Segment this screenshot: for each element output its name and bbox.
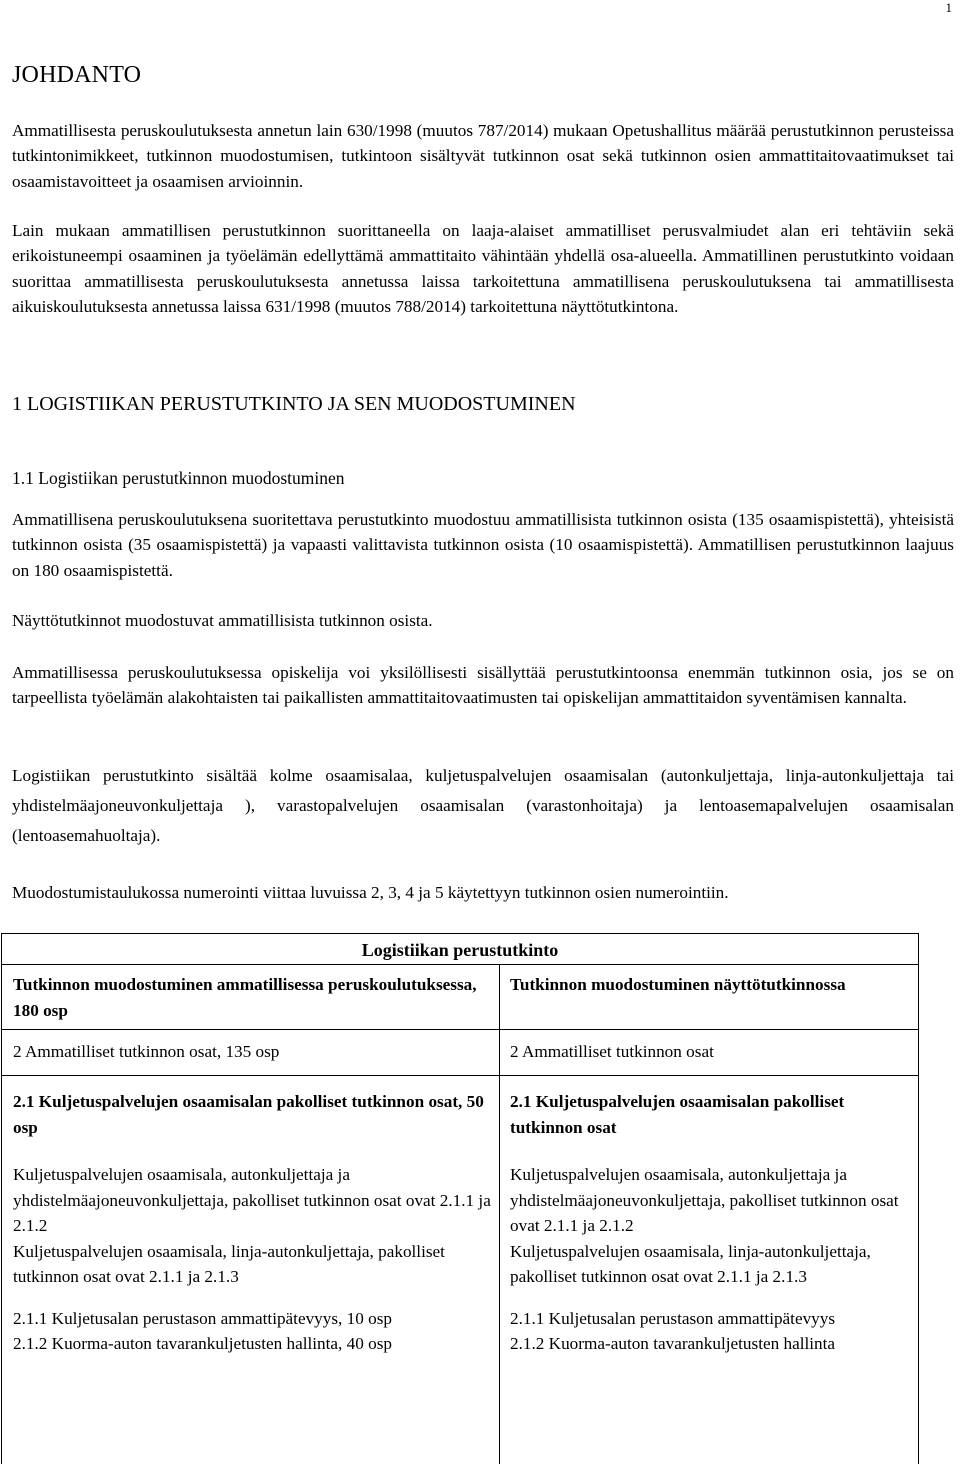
- left-column-header: Tutkinnon muodostuminen ammatillisessa peruskoulutuksessa, 180 osp: [13, 975, 477, 1020]
- qualification-table: [1, 933, 919, 1464]
- right-row2-line2: Kuljetuspalvelujen osaamisala, linja-autonkuljettaja, pakolliset tutkinnon osat ovat 2.1.1 ja 2.1.3: [510, 1241, 871, 1286]
- left-row2-line2: Kuljetuspalvelujen osaamisala, linja-autonkuljettaja, pakolliset tutkinnon osat ovat 2.1.1 ja 2.1.3: [13, 1241, 445, 1286]
- section-heading: 1 LOGISTIIKAN PERUSTUTKINTO JA SEN MUODOSTUMINEN: [12, 393, 576, 415]
- table-divider: [2, 964, 918, 965]
- right-row2-item1: 2.1.1 Kuljetusalan perustason ammattipätevyys: [510, 1308, 836, 1328]
- right-row2-item2: 2.1.2 Kuorma-auton tavarankuljetusten hallinta: [510, 1334, 836, 1353]
- body-paragraph-2: Näyttötutkinnot muodostuvat ammatillisista tutkinnon osista.: [12, 611, 433, 630]
- right-row1: 2 Ammatilliset tutkinnon osat: [510, 1042, 714, 1061]
- table-divider: [2, 1029, 918, 1030]
- right-column-header: Tutkinnon muodostuminen näyttötutkinnossa: [510, 975, 846, 994]
- left-row2-item2: 2.1.2 Kuorma-auton tavarankuljetusten hallinta, 40 osp: [13, 1334, 392, 1353]
- intro-paragraph-2: Lain mukaan ammatillisen perustutkinnon suorittaneella on laaja-alaiset ammatilliset perusvalmiudet alan eri tehtäviin sekä erikoistuneempi osaaminen ja työelämän edellyttämä ammattitaito vähintään yhdellä osa-alueella. Ammatillinen perustutkinto voidaan suorittaa ammatillisesta peruskoulutuksesta annetussa laissa tarkoitettuna ammatillisena peruskoulutuksena tai ammatillisesta aikuiskoulutuksesta annetussa laissa 631/1998 (muutos 788/2014) tarkoitettuna näyttötutkintona.: [12, 221, 954, 316]
- left-row1: 2 Ammatilliset tutkinnon osat, 135 osp: [13, 1042, 280, 1061]
- right-row2-title: 2.1 Kuljetuspalvelujen osaamisalan pakolliset tutkinnon osat: [510, 1092, 845, 1137]
- subsection-heading: 1.1 Logistiikan perustutkinnon muodostuminen: [12, 468, 345, 488]
- left-row2-line1: Kuljetuspalvelujen osaamisala, autonkuljettaja ja yhdistelmäajoneuvonkuljettaja, pakolliset tutkinnon osat ovat 2.1.1 ja 2.1.2: [13, 1165, 491, 1235]
- body-paragraph-1: Ammatillisena peruskoulutuksena suoritettava perustutkinto muodostuu ammatillisista tutkinnon osista (135 osaamispistettä), yhteisistä tutkinnon osista (35 osaamispistettä) ja vapaasti valittavista tutkinnon osista (10 osaamispistettä). Ammatillisen perustutkinnon laajuus on 180 osaamispistettä.: [12, 510, 954, 580]
- left-row2-title: 2.1 Kuljetuspalvelujen osaamisalan pakolliset tutkinnon osat, 50 osp: [13, 1092, 484, 1137]
- left-row2-item1: 2.1.1 Kuljetusalan perustason ammattipätevyys, 10 osp: [13, 1308, 393, 1328]
- body-paragraph-3: Ammatillisessa peruskoulutuksessa opiskelija voi yksilöllisesti sisällyttää perustutkintoonsa enemmän tutkinnon osia, jos se on tarpeellista työelämän alakohtaisten tai paikallisten ammattitaitovaatimusten tai opiskelijan ammattitaidon syventämisen kannalta.: [12, 663, 954, 708]
- page-number: 1: [945, 0, 952, 15]
- left-row2: [13, 1089, 497, 1357]
- table-caption: Logistiikan perustutkinto: [361, 940, 559, 960]
- right-row2-line1: Kuljetuspalvelujen osaamisala, autonkuljettaja ja yhdistelmäajoneuvonkuljettaja, pakolliset tutkinnon osat ovat 2.1.1 ja 2.1.2: [510, 1165, 899, 1235]
- intro-paragraph-1: Ammatillisesta peruskoulutuksesta annetun lain 630/1998 (muutos 787/2014) mukaan Opetushallitus määrää perustutkinnon perusteissa tutkintonimikkeet, tutkinnon muodostumisen, tutkintoon sisältyvät tutkinnon osat sekä tutkinnon osien ammattitaitovaatimukset tai osaamistavoitteet ja osaamisen arvioinnin.: [12, 121, 954, 191]
- table-column-divider: [499, 964, 500, 1464]
- body-paragraph-4: Logistiikan perustutkinto sisältää kolme osaamisalaa, kuljetuspalvelujen osaamisalan (autonkuljettaja, linja-autonkuljettaja tai yhdistelmäajoneuvonkuljettaja ), varastopalvelujen osaamisalan (varastonhoitaja) ja lentoasemapalvelujen osaamisalan (lentoasemahuoltaja).: [12, 766, 954, 845]
- right-row2: [510, 1089, 910, 1357]
- body-paragraph-5: Muodostumistaulukossa numerointi viittaa luvuissa 2, 3, 4 ja 5 käytettyyn tutkinnon osien numerointiin.: [12, 883, 729, 902]
- table-divider: [2, 1075, 918, 1076]
- page-title: JOHDANTO: [12, 62, 142, 88]
